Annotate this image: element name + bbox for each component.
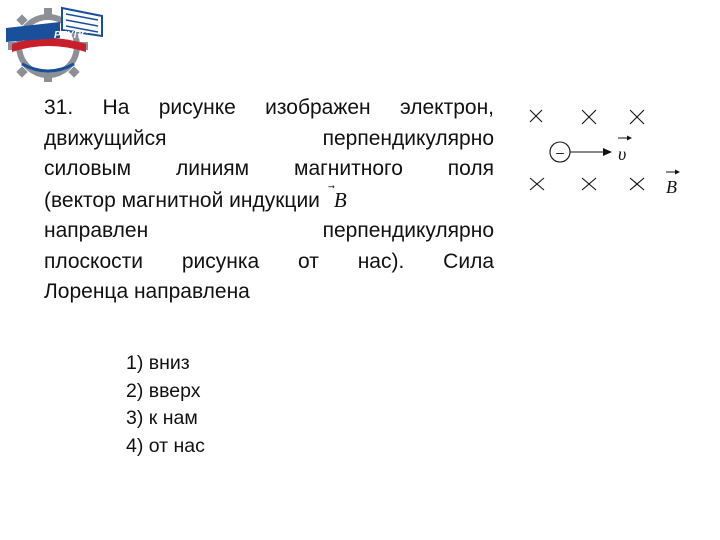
- question-line: плоскости рисунка от нас). Сила: [44, 249, 494, 273]
- magnetic-field-figure: [520, 100, 700, 210]
- question-line: (вектор магнитной индукции: [44, 188, 320, 212]
- answer-option-4[interactable]: 4) от нас: [126, 434, 205, 457]
- answer-option-1[interactable]: 1) вниз: [126, 352, 190, 374]
- answer-options: [126, 350, 205, 460]
- answer-option-3[interactable]: 3) к нам: [126, 407, 198, 429]
- velocity-label: υ: [618, 144, 627, 164]
- field-cross-icon: [582, 110, 596, 124]
- question-line: движущийся перпендикулярно: [44, 126, 494, 150]
- field-cross-icon: [530, 178, 544, 190]
- question-line-with-symbol: [44, 185, 494, 217]
- field-cross-icon: [630, 110, 644, 124]
- question-line: Лоренца направлена: [44, 280, 250, 303]
- field-cross-icon: [582, 178, 596, 190]
- logo-emblem-icon: [2, 2, 106, 82]
- field-cross-icon: [530, 110, 542, 122]
- university-logo: [2, 2, 106, 82]
- question-text: [44, 93, 494, 308]
- logo-text: РГУПС: [54, 30, 88, 41]
- field-cross-icon: [630, 178, 644, 190]
- question-line: 31. На рисунке изображен электрон,: [44, 96, 494, 119]
- answer-option-2[interactable]: 2) вверх: [126, 379, 201, 402]
- magnetic-induction-symbol: B: [333, 187, 347, 212]
- field-label: B: [666, 177, 677, 197]
- question-line: направлен перпендикулярно: [44, 219, 494, 242]
- question-line: силовым линиям магнитного поля: [44, 157, 494, 180]
- electron-sign: –: [556, 144, 564, 160]
